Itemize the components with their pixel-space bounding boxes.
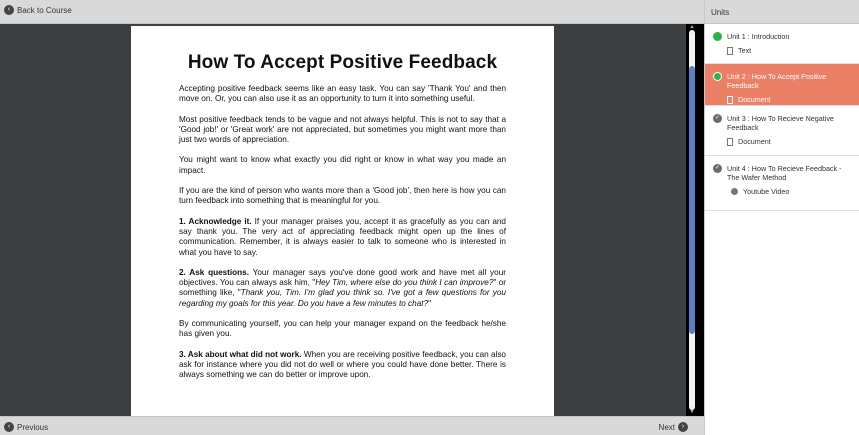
section-acknowledge	[179, 217, 506, 258]
document-scrollbar[interactable]	[686, 24, 704, 416]
paragraph: Accepting positive feedback seems like an easy task. You can say 'Thank You' and then move on. Or, you can also use it as an opportunity to turn it into something useful.	[179, 84, 506, 104]
unit-title: Unit 3 : How To Recieve Negative Feedback	[727, 114, 834, 132]
section-heading: 1. Acknowledge it.	[179, 216, 252, 226]
unit-title: Unit 1 : Introduction	[727, 32, 790, 41]
section-body: "	[428, 298, 432, 308]
previous-button[interactable]	[4, 422, 48, 432]
unit-title: Unit 2 : How To Accept Positive Feedback	[727, 72, 827, 90]
unit-type	[727, 46, 853, 55]
section-body: Your manager says you've done good work and have met all your objectives. You can always ask him, "	[179, 267, 506, 288]
scroll-thumb[interactable]	[689, 66, 695, 334]
unit-type	[731, 187, 853, 196]
back-to-course-button[interactable]	[4, 5, 72, 15]
unit-type-label: Document	[738, 95, 771, 104]
chevron-left-icon: ‹	[4, 5, 14, 15]
section-heading: 2. Ask questions.	[179, 267, 250, 277]
scroll-up-icon[interactable]: ▲	[689, 24, 695, 30]
section-what-did-not-work	[179, 350, 506, 381]
unit-title: Unit 4 : How To Recieve Feedback - The Wafer Method	[727, 164, 842, 182]
paragraph: If you are the kind of person who wants more than a 'Good job', then here is how you can turn feedback into something that is meaningful for you.	[179, 186, 506, 206]
top-bar	[0, 0, 704, 24]
document-icon	[727, 96, 733, 104]
paragraph: Most positive feedback tends to be vague and not always helpful. This is not to say that a 'Good job!' or 'Great work' are not appreciated, but sometimes you might want more than just two words of appreciation.	[179, 114, 506, 145]
unit-item-4[interactable]	[705, 156, 859, 211]
section-body: If your manager praises you, accept it as gracefully as you can and say thank you. The very act of appreciating feedback might open up the lines of communication. Remember, it is always easier to talk to someone who is interested in what you have to say.	[179, 216, 506, 257]
paragraph: By communicating yourself, you can help your manager expand on the feedback he/she has given you.	[179, 319, 506, 339]
unit-item-3[interactable]	[705, 106, 859, 156]
unit-item-2[interactable]	[705, 64, 859, 106]
next-button[interactable]	[659, 422, 688, 432]
section-ask-questions	[179, 268, 506, 309]
video-icon	[731, 188, 738, 195]
quote: Thank you, Tim. I'm glad you think so. I've got a few questions for you regarding my goals for this year. Do you have a few minutes to chat?	[179, 288, 506, 308]
unit-type-label: Text	[738, 46, 752, 55]
document-icon	[727, 138, 733, 146]
complete-status-icon	[713, 32, 722, 41]
unit-type	[727, 95, 853, 104]
document-viewer	[0, 24, 686, 416]
unit-item-1[interactable]	[705, 24, 859, 64]
back-to-course-label: Back to Course	[17, 5, 72, 15]
chevron-left-icon: ‹	[4, 422, 14, 432]
units-header: Units	[705, 0, 859, 24]
document-page	[131, 26, 554, 416]
section-body: When you are receiving positive feedback, you can also ask for instance where you did not do well or where you could have done better. There is always something we can do better or improve upon.	[179, 349, 506, 380]
document-title: How To Accept Positive Feedback	[187, 52, 498, 73]
section-heading: 3. Ask about what did not work.	[179, 349, 302, 359]
scroll-down-icon[interactable]: ▼	[689, 409, 695, 415]
current-status-icon	[713, 72, 722, 81]
unit-type-label: Youtube Video	[743, 187, 790, 196]
chevron-right-icon: ›	[678, 422, 688, 432]
check-icon: ✓	[714, 165, 721, 171]
unit-type	[727, 137, 853, 146]
bottom-bar	[0, 416, 704, 435]
next-label: Next	[658, 422, 675, 432]
previous-label: Previous	[17, 422, 49, 432]
document-icon	[727, 47, 733, 55]
unit-type-label: Document	[738, 137, 771, 146]
section-body: " or something like, "	[179, 278, 507, 298]
quote: Hey Tim, where else do you think I can improve?	[315, 278, 494, 288]
paragraph: You might want to know what exactly you did right or know in what way you made an impact.	[179, 155, 506, 175]
units-sidebar	[704, 0, 859, 435]
check-icon: ✓	[714, 115, 721, 121]
